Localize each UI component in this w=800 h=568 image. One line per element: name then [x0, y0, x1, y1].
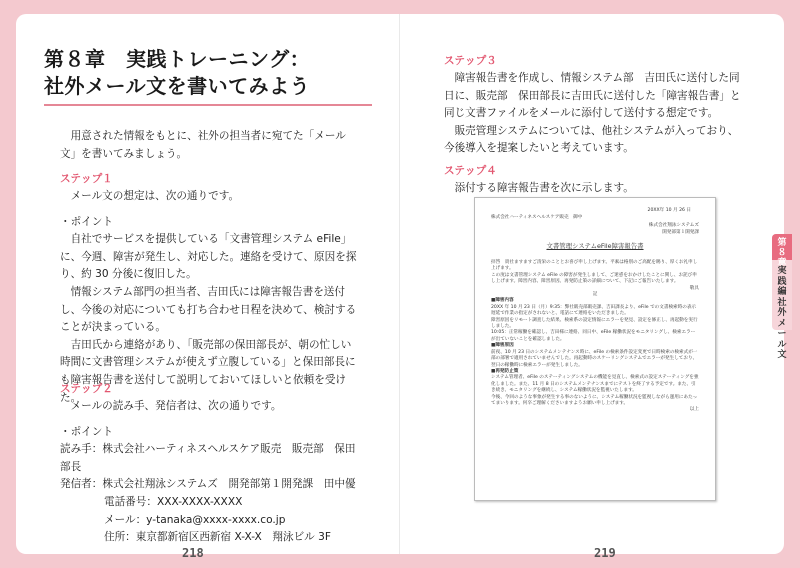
- report-content-2: 前夜、10 月 23 日のシステムメンテナンス時に、eFile の検索条件設定変更で日時検索の検索式が一部の部署で適用されていませんでした。再起動時のスケーリングシステムでエラーが発生しており、翌日の稼働時に検索エラーが発生しました。: [491, 349, 698, 368]
- intro-paragraph: 用意された情報をもとに、社外の担当者に宛てた「メール文」を書いてみましょう。: [60, 130, 346, 160]
- page-number-left: 218: [182, 546, 204, 560]
- report-greeting: 拝啓 貴社ますますご清栄のこととお喜び申し上げます。平素は格別のご高配を賜り、厚くお礼申し上げます。: [491, 260, 698, 272]
- point2-label: ・ポイント: [60, 425, 113, 438]
- report-sender-company: 株式会社翔泳システムズ: [648, 223, 699, 228]
- step3-heading: ステップ３: [444, 55, 497, 67]
- step3-block: [444, 52, 744, 198]
- side-tab-section: 実践編 社外メール文: [777, 266, 796, 360]
- step1-text: メール文の想定は、次の通りです。: [70, 190, 240, 202]
- side-tab-chapter: 第８章: [777, 238, 787, 268]
- point-paragraph-1: 自社でサービスを提供している「文書管理システム eFile」に、今週、障害が発生し、対応した。連絡を受けて、原因を探り、約 30 分後に復旧した。: [60, 233, 357, 281]
- step3-paragraph-2: 販売管理システムについては、他社システムが入っており、今後導入を提案したいと考えています。: [444, 124, 739, 155]
- title-underline: [44, 104, 372, 106]
- phone-line: 電話番号：XXX-XXXX-XXXX: [104, 495, 243, 508]
- step4-text: 添付する障害報告書を次に示します。: [454, 181, 634, 194]
- report-content-4: 今後、今回のような事象が発生する事のないように、システム稼働状況を監視しながら運用にあたってまいります。何卒ご理解くださいますようお願い申し上げます。: [491, 394, 698, 406]
- page-number-right: 219: [594, 546, 616, 560]
- report-end: 以上: [689, 407, 699, 413]
- point-paragraph-2: 情報システム部門の担当者、吉田氏には障害報告書を送付し、今後の対応についても打ち合わせ日程を決めて、検討することが決まっている。: [60, 285, 357, 334]
- chapter-title-line2: 社外メール文を書いてみよう: [44, 74, 311, 98]
- point-label: ・ポイント: [60, 215, 113, 228]
- report-title: 文書管理システムeFile障害報告書: [546, 242, 644, 250]
- step1-heading: ステップ１: [60, 173, 113, 185]
- left-intro-block: [60, 128, 360, 163]
- report-content-1c: 10:05：正常稼働を確認し、吉田様に連絡、同日中、eFile 稼働状況をモニタリングし、検索エラーが出ていないことを確認しました。: [491, 330, 696, 342]
- report-heading-content: ■障害内容: [491, 298, 514, 304]
- report-content-3: システム管理者、eFile のステーティングシステムの機能を見直し、検索式の設定ステーティングを強化しました。また、11 月 8 日のシステムメンテナンスまでにテストを終了する予定です。また、引き続き、モニタリングを継続し、システム稼働状況を監視いたします。: [491, 375, 699, 394]
- report-content-1a: 20XX 年 10 月 23 日（月）9:35：弊社販売部販売課、吉田課長より、eFile での文書検索時の表示遅延で作業の指定がされないと、電話にて連絡をいただきました。: [491, 304, 697, 317]
- point-paragraph-3: 吉田氏から連絡があり、「販売部の保田部長が、朝の忙しい時間に文書管理システムが使えず立腹している」と保田部長にも障害報告書を送付して説明しておいてほしいと依頼を受けた。: [60, 338, 356, 404]
- step2-text: メールの読み手、発信者は、次の通りです。: [70, 400, 282, 412]
- page-gutter: [399, 14, 400, 554]
- report-date: 20XX年 10 月 26 日: [647, 208, 691, 213]
- step2-block: [60, 380, 360, 547]
- step1-block: [60, 170, 360, 407]
- report-recipient: 株式会社ハーティネスヘルスケア販売 御中: [491, 215, 583, 220]
- report-closing: 敬具: [689, 285, 699, 291]
- sender-line: 発信者：株式会社翔泳システムズ 開発部第１開発課 田中優: [60, 478, 356, 491]
- step2-heading: ステップ２: [60, 383, 113, 395]
- report-sender-dept: 開発部第１開発課: [662, 230, 699, 235]
- report-thumbnail: [474, 197, 716, 501]
- chapter-title-line1: 第８章 実践トレーニング：: [44, 47, 311, 71]
- chapter-title: [44, 46, 364, 100]
- chapter-side-tab: [772, 234, 796, 360]
- step3-paragraph-1: 障害報告書を作成し、情報システム部 吉田氏に送付した同日に、販売部 保田部長に吉田氏に送付した「障害報告書」と同じ文書ファイルをメールに添付して送付する想定です。: [444, 72, 741, 120]
- report-content-1b: 障害原因をリモート調査した結果、検索系の設定情報にエラーを発見、設定を修正し、再起動を実行しました。: [491, 317, 698, 330]
- address-line: 住所：東京都新宿区西新宿 X-X-X 翔泳ビル 3F: [104, 531, 331, 544]
- step4-heading: ステップ４: [444, 164, 497, 177]
- report-body: [491, 260, 699, 414]
- reader-line: 読み手：株式会社ハーティネスヘルスケア販売 販売部 保田部長: [60, 443, 356, 473]
- report-apology: この度は文書管理システム eFile の障害が発生しまして、ご迷惑をおかけしたことに関し、お詫び申し上げます。障害内容、障害原因、再発防止策の詳細について、下記にご報告いたします。: [491, 272, 697, 285]
- report-heading-prevention: ■再発防止策: [491, 368, 519, 374]
- email-line: メール：y-tanaka@xxxx-xxxx.co.jp: [104, 513, 286, 526]
- report-heading-cause: ■障害原因: [491, 343, 514, 349]
- report-ki: 記: [592, 292, 598, 298]
